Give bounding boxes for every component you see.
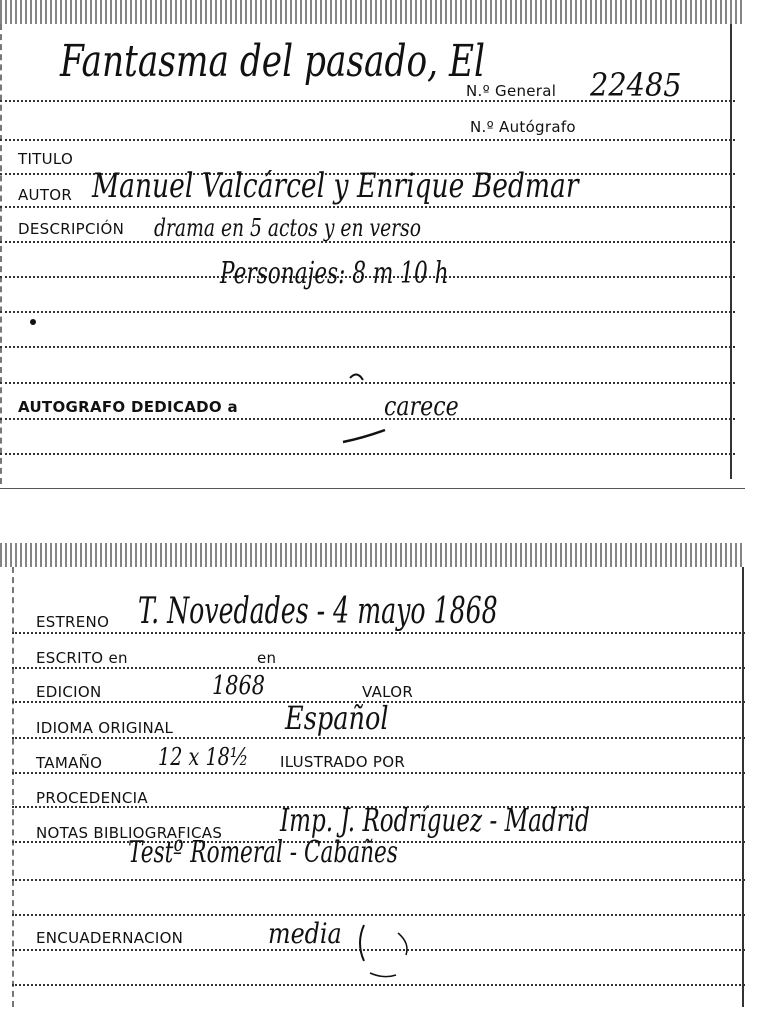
- general-number-handwriting: 22485: [590, 66, 682, 104]
- ruled-line: [0, 206, 735, 208]
- written-in-label: ESCRITO en: [36, 649, 128, 667]
- ink-dot: [30, 319, 36, 325]
- size-handwriting: 12 x 18½: [158, 743, 249, 771]
- bibliographic-notes-label: NOTAS BIBLIOGRAFICAS: [36, 824, 223, 842]
- autograph-number-label: N.º Autógrafo: [470, 118, 576, 136]
- binding-handwriting: media: [268, 917, 342, 950]
- premiere-handwriting: T. Novedades - 4 mayo 1868: [138, 591, 498, 632]
- ruled-line: [12, 772, 745, 774]
- stamp-mark: [350, 915, 430, 985]
- language-handwriting: Español: [285, 699, 389, 737]
- written-en-label: en: [257, 649, 277, 667]
- torn-edge: [0, 543, 745, 567]
- catalog-card-bottom: [0, 543, 745, 1013]
- characters-handwriting: Personajes: 8 m 10 h: [220, 256, 449, 291]
- ruled-line: [12, 879, 745, 881]
- value-label: VALOR: [362, 683, 414, 701]
- author-handwriting: Manuel Valcárcel y Enrique Bedmar: [92, 166, 579, 206]
- original-language-label: IDIOMA ORIGINAL: [36, 719, 174, 737]
- torn-edge: [0, 0, 745, 24]
- title-handwriting: Fantasma del pasado, El: [60, 36, 485, 87]
- illustrated-by-label: ILUSTRADO POR: [280, 753, 406, 771]
- description-handwriting: drama en 5 actos y en verso: [154, 214, 421, 242]
- card-border: [0, 24, 2, 484]
- binding-label: ENCUADERNACION: [36, 929, 184, 947]
- ruled-line: [12, 667, 745, 669]
- stamp-mark: [335, 370, 395, 450]
- edition-handwriting: 1868: [212, 671, 265, 701]
- title-label: TITULO: [18, 150, 74, 168]
- ruled-line: [0, 453, 735, 455]
- author-label: AUTOR: [18, 186, 73, 204]
- ruled-line: [0, 311, 735, 313]
- ruled-line: [0, 346, 735, 348]
- catalog-card-top: [0, 0, 745, 492]
- card-border: [730, 24, 732, 479]
- description-label: DESCRIPCIÓN: [18, 220, 125, 238]
- ruled-line: [12, 632, 745, 634]
- edition-label: EDICION: [36, 683, 102, 701]
- general-number-label: N.º General: [466, 82, 557, 100]
- premiere-label: ESTRENO: [36, 613, 110, 631]
- provenance-label: PROCEDENCIA: [36, 789, 148, 807]
- size-label: TAMAÑO: [36, 754, 103, 772]
- notes-handwriting-line-2: Testº Romeral - Cabañes: [128, 835, 398, 870]
- dedicated-handwriting: carece: [384, 392, 459, 422]
- ruled-line: [12, 737, 745, 739]
- ruled-line: [0, 139, 735, 141]
- notes-handwriting-line-1: Imp. J. Rodríguez - Madrid: [280, 801, 590, 839]
- card-bottom-edge: [0, 488, 745, 489]
- dedicated-autograph-label: AUTOGRAFO DEDICADO a: [18, 398, 238, 416]
